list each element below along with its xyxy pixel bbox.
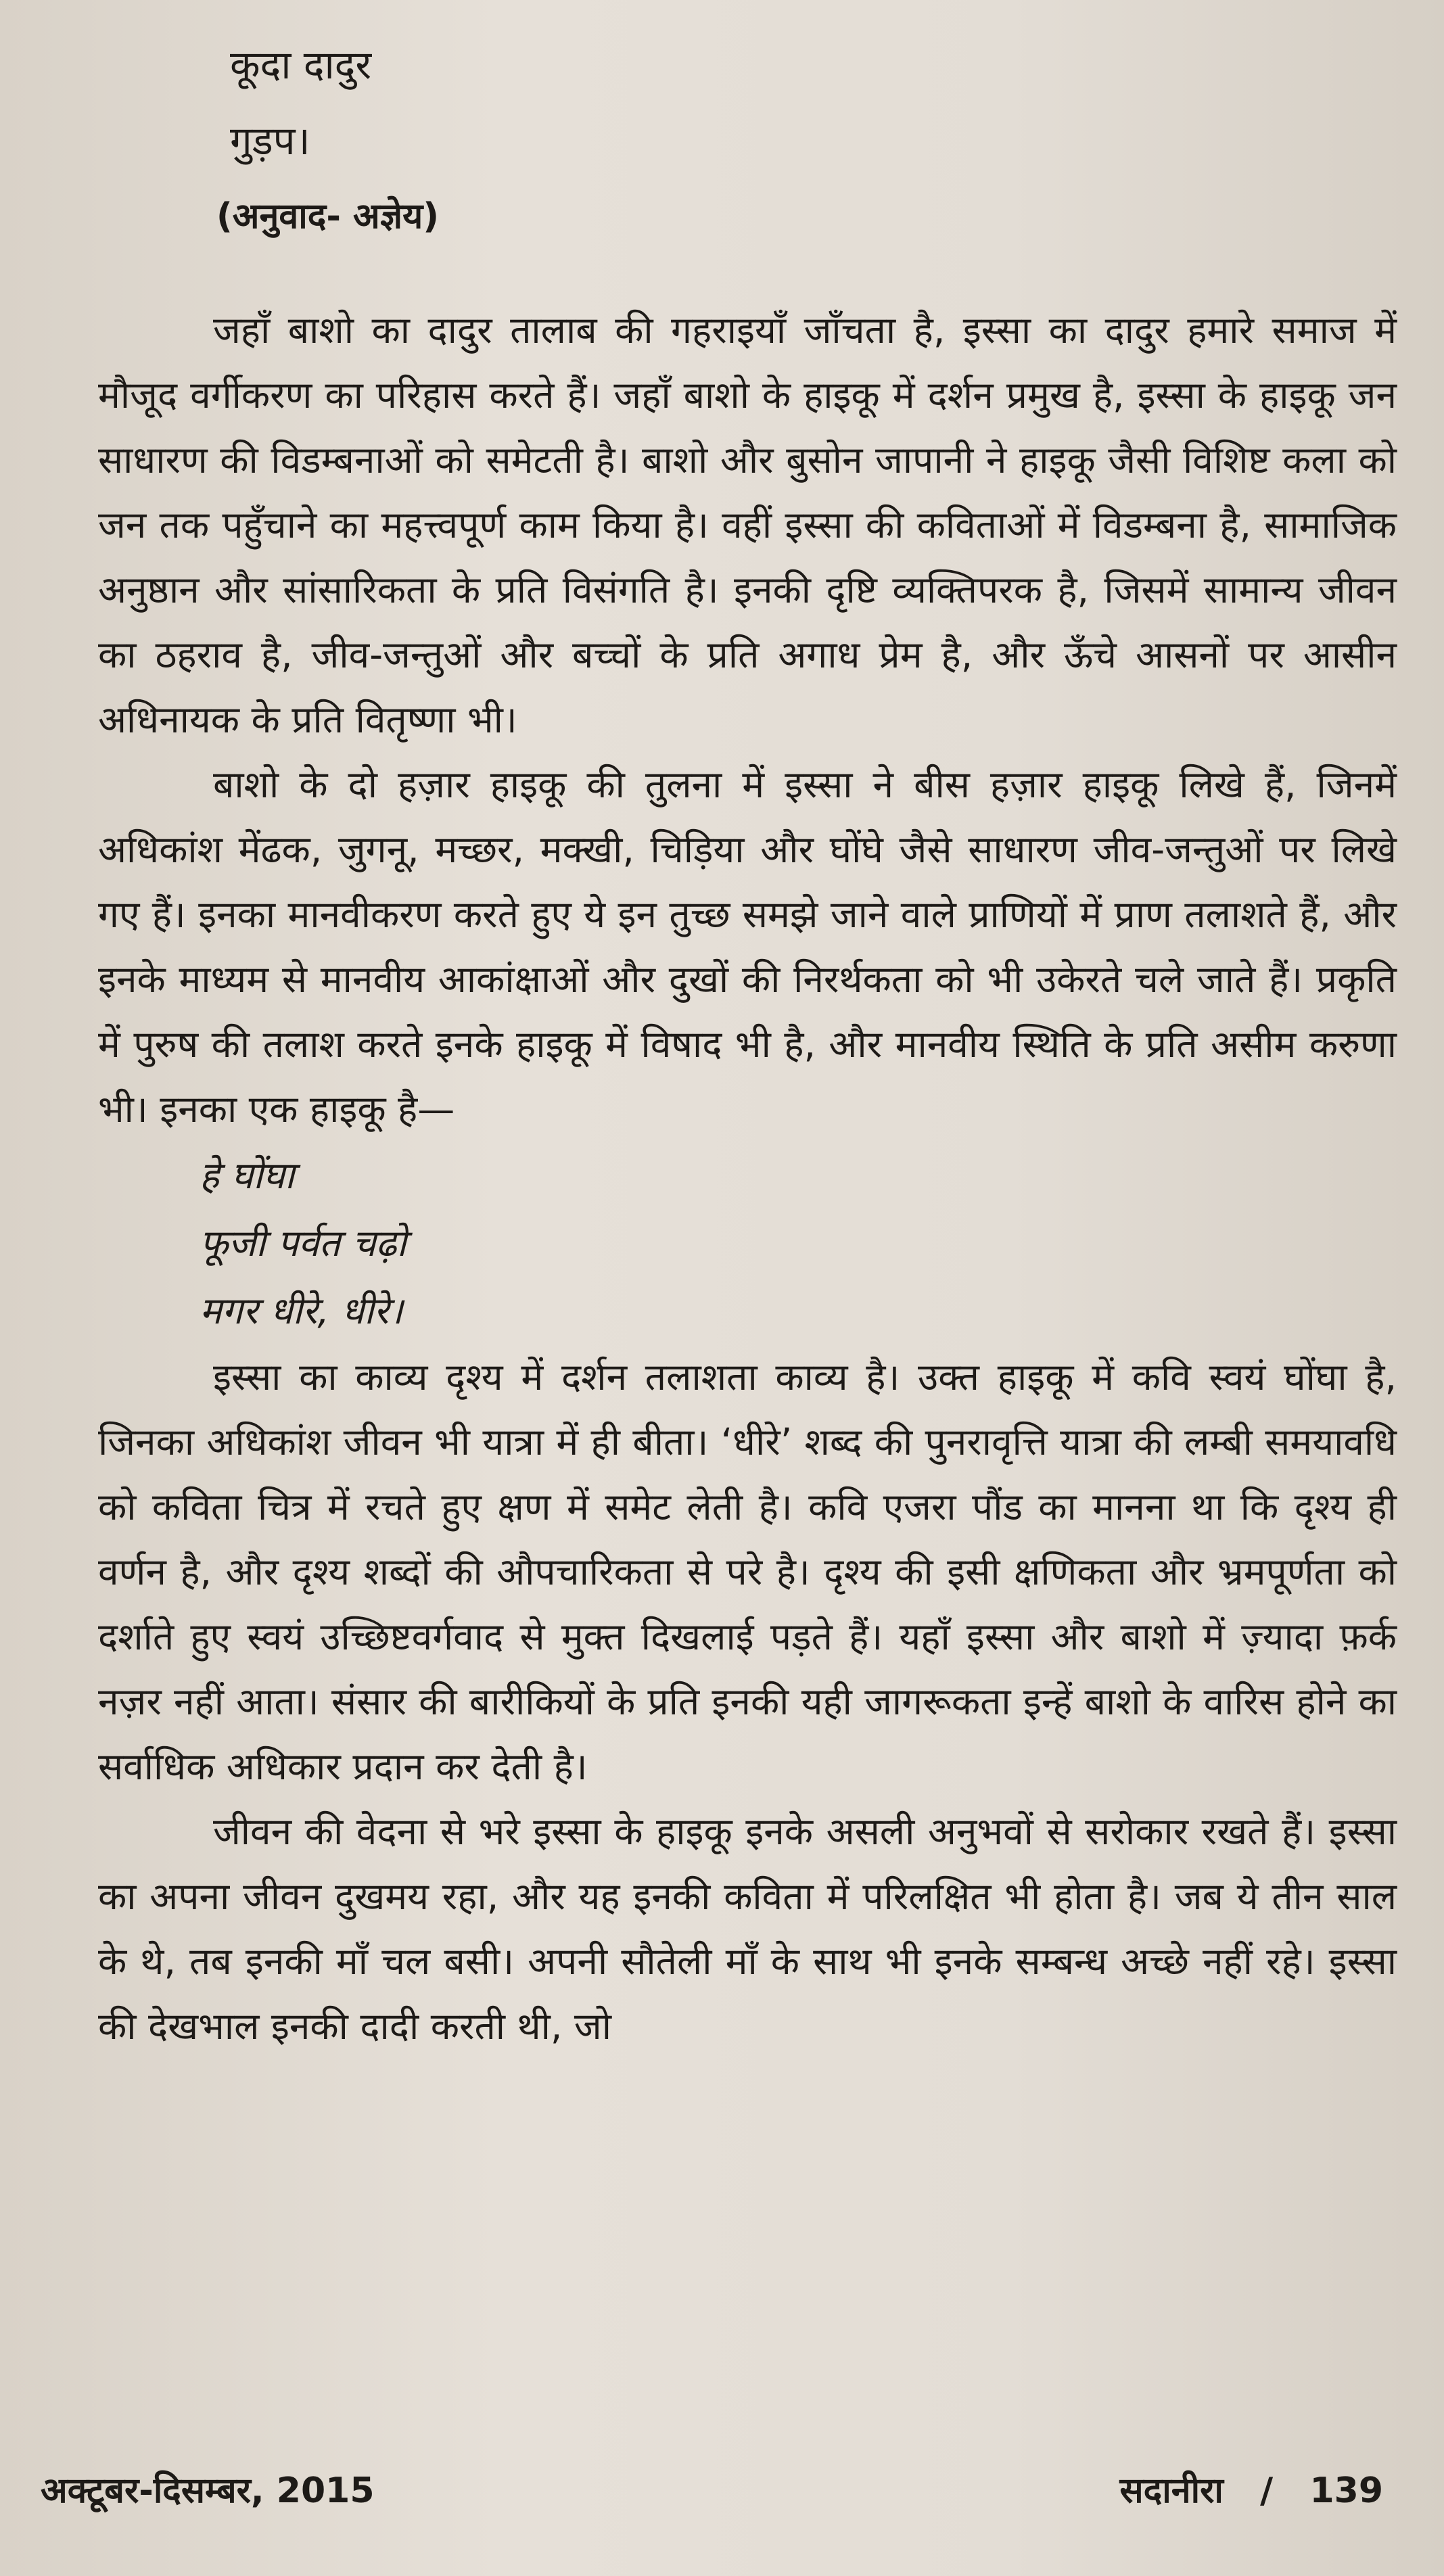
translation-credit: (अनुवाद- अज्ञेय) <box>216 196 440 237</box>
haiku-line: हे घोंघा <box>200 1154 295 1197</box>
verse-line: गुड़प। <box>230 118 310 164</box>
issue-date: अक्टूबर-दिसम्बर, 2015 <box>41 2470 375 2511</box>
haiku-line: मगर धीरे, धीरे। <box>200 1289 403 1332</box>
page-number: 139 <box>1309 2470 1383 2511</box>
verse-line: कूदा दादुर <box>230 42 372 88</box>
page-footer <box>41 2465 1383 2513</box>
article-body <box>98 298 1397 2059</box>
haiku-quote <box>98 1142 1397 1344</box>
paragraph: इस्सा का काव्य दृश्य में दर्शन तलाशता काव्य है। उक्त हाइकू में कवि स्वयं घोंघा है, जिनका अधिकांश जीवन भी यात्रा में ही बीता। ‘धीरे’ शब्द की पुनरावृत्ति यात्रा की लम्बी समयावधि को कविता चित्र में रचते हुए क्षण में समेट लेती है। कवि एजरा पौंड का मानना था कि दृश्य ही वर्णन है, और दृश्य शब्दों की औपचारिकता से परे है। दृश्य की इसी क्षणिकता और भ्रमपूर्णता को दर्शाते हुए स्वयं उच्छिष्टवर्गवाद से मुक्त दिखलाई पड़ते हैं। यहाँ इस्सा और बाशो में ज़्यादा फ़र्क नज़र नहीं आता। संसार की बारीकियों के प्रति इनकी यही जागरूकता इन्हें बाशो के वारिस होने का सर्वाधिक अधिकार प्रदान कर देती है। <box>98 1355 1397 1788</box>
opening-verse <box>216 27 440 254</box>
footer-separator: / <box>1260 2470 1274 2511</box>
journal-name: सदानीरा <box>1119 2470 1224 2511</box>
paragraph: जीवन की वेदना से भरे इस्सा के हाइकू इनके असली अनुभवों से सरोकार रखते हैं। इस्सा का अपना जीवन दुखमय रहा, और यह इनकी कविता में परिलक्षित भी होता है। जब ये तीन साल के थे, तब इनकी माँ चल बसी। अपनी सौतेली माँ के साथ भी इनके सम्बन्ध अच्छे नहीं रहे। इस्सा की देखभाल इनकी दादी करती थी, जो <box>98 1810 1397 2048</box>
journal-info <box>1120 2465 1383 2513</box>
paragraph: बाशो के दो हज़ार हाइकू की तुलना में इस्सा ने बीस हज़ार हाइकू लिखे हैं, जिनमें अधिकांश मेंढक, जुगनू, मच्छर, मक्खी, चिड़िया और घोंघे जैसे साधारण जीव-जन्तुओं पर लिखे गए हैं। इनका मानवीकरण करते हुए ये इन तुच्छ समझे जाने वाले प्राणियों में प्राण तलाशते हैं, और इनके माध्यम से मानवीय आकांक्षाओं और दुखों की निरर्थकता को भी उकेरते चले जाते हैं। प्रकृति में पुरुष की तलाश करते इनके हाइकू में विषाद भी है, और मानवीय स्थिति के प्रति असीम करुणा भी। इनका एक हाइकू है— <box>98 763 1397 1131</box>
paragraph: जहाँ बाशो का दादुर तालाब की गहराइयाँ जाँचता है, इस्सा का दादुर हमारे समाज में मौजूद वर्गीकरण का परिहास करते हैं। जहाँ बाशो के हाइकू में दर्शन प्रमुख है, इस्सा के हाइकू जन साधारण की विडम्बनाओं को समेटती है। बाशो और बुसोन जापानी ने हाइकू जैसी विशिष्ट कला को जन तक पहुँचाने का महत्त्वपूर्ण काम किया है। वहीं इस्सा की कविताओं में विडम्बना है, सामाजिक अनुष्ठान और सांसारिकता के प्रति विसंगति है। इनकी दृष्टि व्यक्तिपरक है, जिसमें सामान्य जीवन का ठहराव है, जीव-जन्तुओं और बच्चों के प्रति अगाध प्रेम है, और ऊँचे आसनों पर आसीन अधिनायक के प्रति वितृष्णा भी। <box>98 308 1397 741</box>
haiku-line: फूजी पर्वत चढ़ो <box>200 1221 406 1265</box>
